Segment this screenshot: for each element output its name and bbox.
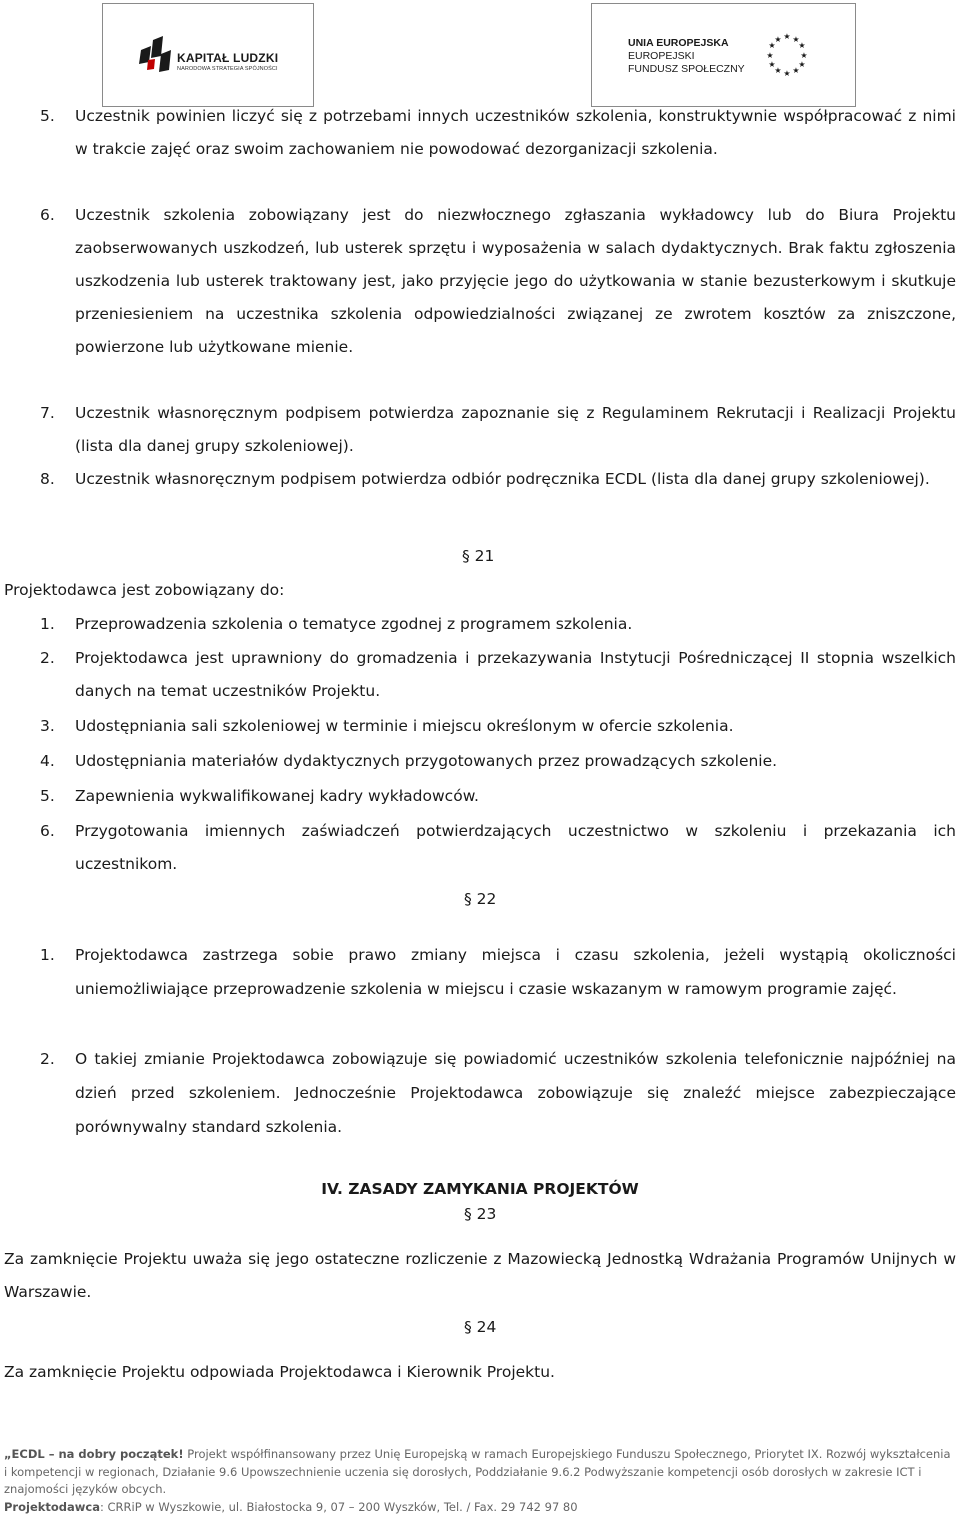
svg-text:★: ★ <box>783 32 791 41</box>
kapital-ludzki-subtitle: NARODOWA STRATEGIA SPÓJNOŚCI <box>177 66 278 72</box>
paragraph-21-intro: Projektodawca jest zobowiązany do: <box>4 581 285 599</box>
svg-text:★: ★ <box>792 35 800 44</box>
list-item-number: 8. <box>40 470 55 488</box>
list-item-number: 5. <box>40 107 55 125</box>
list-item <box>0 397 960 463</box>
list-item <box>0 745 960 780</box>
footer-brand: „ECDL – na dobry początek! <box>4 1447 184 1461</box>
list-item-number: 2. <box>40 1050 55 1068</box>
list-item-number: 6. <box>40 822 55 840</box>
svg-text:★: ★ <box>774 35 782 44</box>
list-item <box>0 608 960 642</box>
kapital-ludzki-logo <box>102 3 314 107</box>
paragraph-21-label: § 21 <box>462 547 495 565</box>
list-item-text: Projektodawca zastrzega sobie prawo zmiany miejsca i czasu szkolenia, jeżeli wystąpią okoliczności uniemożliwiające przeprowadzenie szkolenia w miejscu i czasie wskazanym w ramowym programie zajęć. <box>75 946 956 998</box>
list-item-number: 3. <box>40 717 55 735</box>
list-item <box>0 642 960 710</box>
items-par22 <box>0 938 960 1146</box>
list-item <box>0 815 960 883</box>
list-item-text: Udostępniania materiałów dydaktycznych przygotowanych przez prowadzących szkolenie. <box>75 752 778 770</box>
list-item <box>0 780 960 815</box>
list-item-number: 4. <box>40 752 55 770</box>
list-item <box>0 100 960 199</box>
list-item <box>0 199 960 397</box>
kapital-ludzki-title: KAPITAŁ LUDZKI <box>177 51 279 65</box>
list-item-number: 1. <box>40 946 55 964</box>
list-item-text: Zapewnienia wykwalifikowanej kadry wykładowców. <box>75 787 479 805</box>
footer-owner-text: : CRRiP w Wyszkowie, ul. Białostocka 9, 07 – 200 Wyszków, Tel. / Fax. 29 742 97 80 <box>99 1499 578 1514</box>
list-item-text: Uczestnik powinien liczyć się z potrzebami innych uczestników szkolenia, konstruktywnie współpracować z nimi w trakcie zajęć oraz swoim zachowaniem nie powodować dezorganizacji szkolenia. <box>75 107 956 158</box>
paragraph-22-label: § 22 <box>464 890 497 908</box>
eu-logo <box>591 3 856 107</box>
eu-logo-line3: FUNDUSZ SPOŁECZNY <box>628 63 745 75</box>
chapter-heading: IV. ZASADY ZAMYKANIA PROJEKTÓW <box>321 1180 639 1198</box>
paragraph-23-text: Za zamknięcie Projektu uważa się jego ostateczne rozliczenie z Mazowiecką Jednostką Wdrażania Programów Unijnych w Warszawie. <box>4 1250 956 1301</box>
list-item-text: O takiej zmianie Projektodawca zobowiązuje się powiadomić uczestników szkolenia telefonicznie najpóźniej na dzień przed szkoleniem. Jednocześnie Projektodawca zobowiązuje się znaleźć miejsce zabezpieczające porównywalny standard szkolenia. <box>75 1050 956 1136</box>
list-item-number: 7. <box>40 404 55 422</box>
paragraph-24-text: Za zamknięcie Projektu odpowiada Projektodawca i Kierownik Projektu. <box>4 1363 555 1381</box>
eu-flag-icon <box>756 31 818 79</box>
list-item-text: Uczestnik własnoręcznym podpisem potwierdza odbiór podręcznika ECDL (lista dla danej grupy szkoleniowej). <box>75 470 930 488</box>
paragraph-23-label: § 23 <box>464 1205 497 1223</box>
list-item-number: 5. <box>40 787 55 805</box>
list-item-text: Uczestnik szkolenia zobowiązany jest do niezwłocznego zgłaszania wykładowcy lub do Biura Projektu zaobserwowanych uszkodzeń, lub usterek sprzętu i wyposażenia w salach dydaktycznych. Brak faktu zgłoszenia uszkodzenia lub usterek traktowany jest, jako przyjęcie jego do użytkowania w stanie bezusterkowym i skutkuje przeniesieniem na uczestnika szkolenia odpowiedzialności związanej ze zwrotem kosztów za zniszczone, powierzone lub użytkowane mienie. <box>75 206 956 356</box>
list-item-text: Udostępniania sali szkoleniowej w terminie i miejscu określonym w ofercie szkolenia. <box>75 717 734 735</box>
items-par21 <box>0 608 960 883</box>
svg-text:★: ★ <box>783 69 791 78</box>
page-footer <box>4 1446 956 1516</box>
paragraph-24-label: § 24 <box>464 1318 497 1336</box>
svg-text:★: ★ <box>798 60 806 69</box>
items-top <box>0 100 960 529</box>
list-item-text: Przeprowadzenia szkolenia o tematyce zgodnej z programem szkolenia. <box>75 615 633 633</box>
list-item-text: Uczestnik własnoręcznym podpisem potwierdza zapoznanie się z Regulaminem Rekrutacji i Realizacji Projektu (lista dla danej grupy szkoleniowej). <box>75 404 956 455</box>
svg-text:★: ★ <box>774 66 782 75</box>
svg-text:★: ★ <box>768 60 776 69</box>
svg-text:★: ★ <box>792 66 800 75</box>
footer-project-info: Projekt współfinansowany przez Unię Europejską w ramach Europejskiego Funduszu Społecznego, Priorytet IX. Rozwój wykształcenia i kompetencji w regionach, Działanie 9.6 Upowszechnienie uczenia się dorosłych, Poddziałanie 9.6.2 Podwyższanie kompetencji osób dorosłych w zakresie ICT i znajomości języków obcych. <box>4 1447 951 1496</box>
list-item-text: Przygotowania imiennych zaświadczeń potwierdzających uczestnictwo w szkoleniu i przekazania ich uczestnikom. <box>75 822 956 873</box>
kapital-ludzki-emblem-icon <box>139 36 173 76</box>
eu-logo-line1: UNIA EUROPEJSKA <box>628 37 729 49</box>
list-item-number: 2. <box>40 649 55 667</box>
list-item-number: 6. <box>40 206 55 224</box>
svg-text:★: ★ <box>800 51 808 60</box>
list-item-text: Projektodawca jest uprawniony do gromadzenia i przekazywania Instytucji Pośredniczącej II stopnia wszelkich danych na temat uczestników Projektu. <box>75 649 956 700</box>
list-item <box>0 938 960 1042</box>
eu-logo-text <box>628 37 745 76</box>
eu-logo-line2: EUROPEJSKI <box>628 50 695 62</box>
svg-text:★: ★ <box>798 41 806 50</box>
svg-text:★: ★ <box>766 51 774 60</box>
svg-text:★: ★ <box>768 41 776 50</box>
list-item <box>0 710 960 745</box>
list-item <box>0 1042 960 1146</box>
list-item <box>0 463 960 529</box>
footer-owner-label: Projektodawca <box>4 1499 100 1514</box>
list-item-number: 1. <box>40 615 55 633</box>
